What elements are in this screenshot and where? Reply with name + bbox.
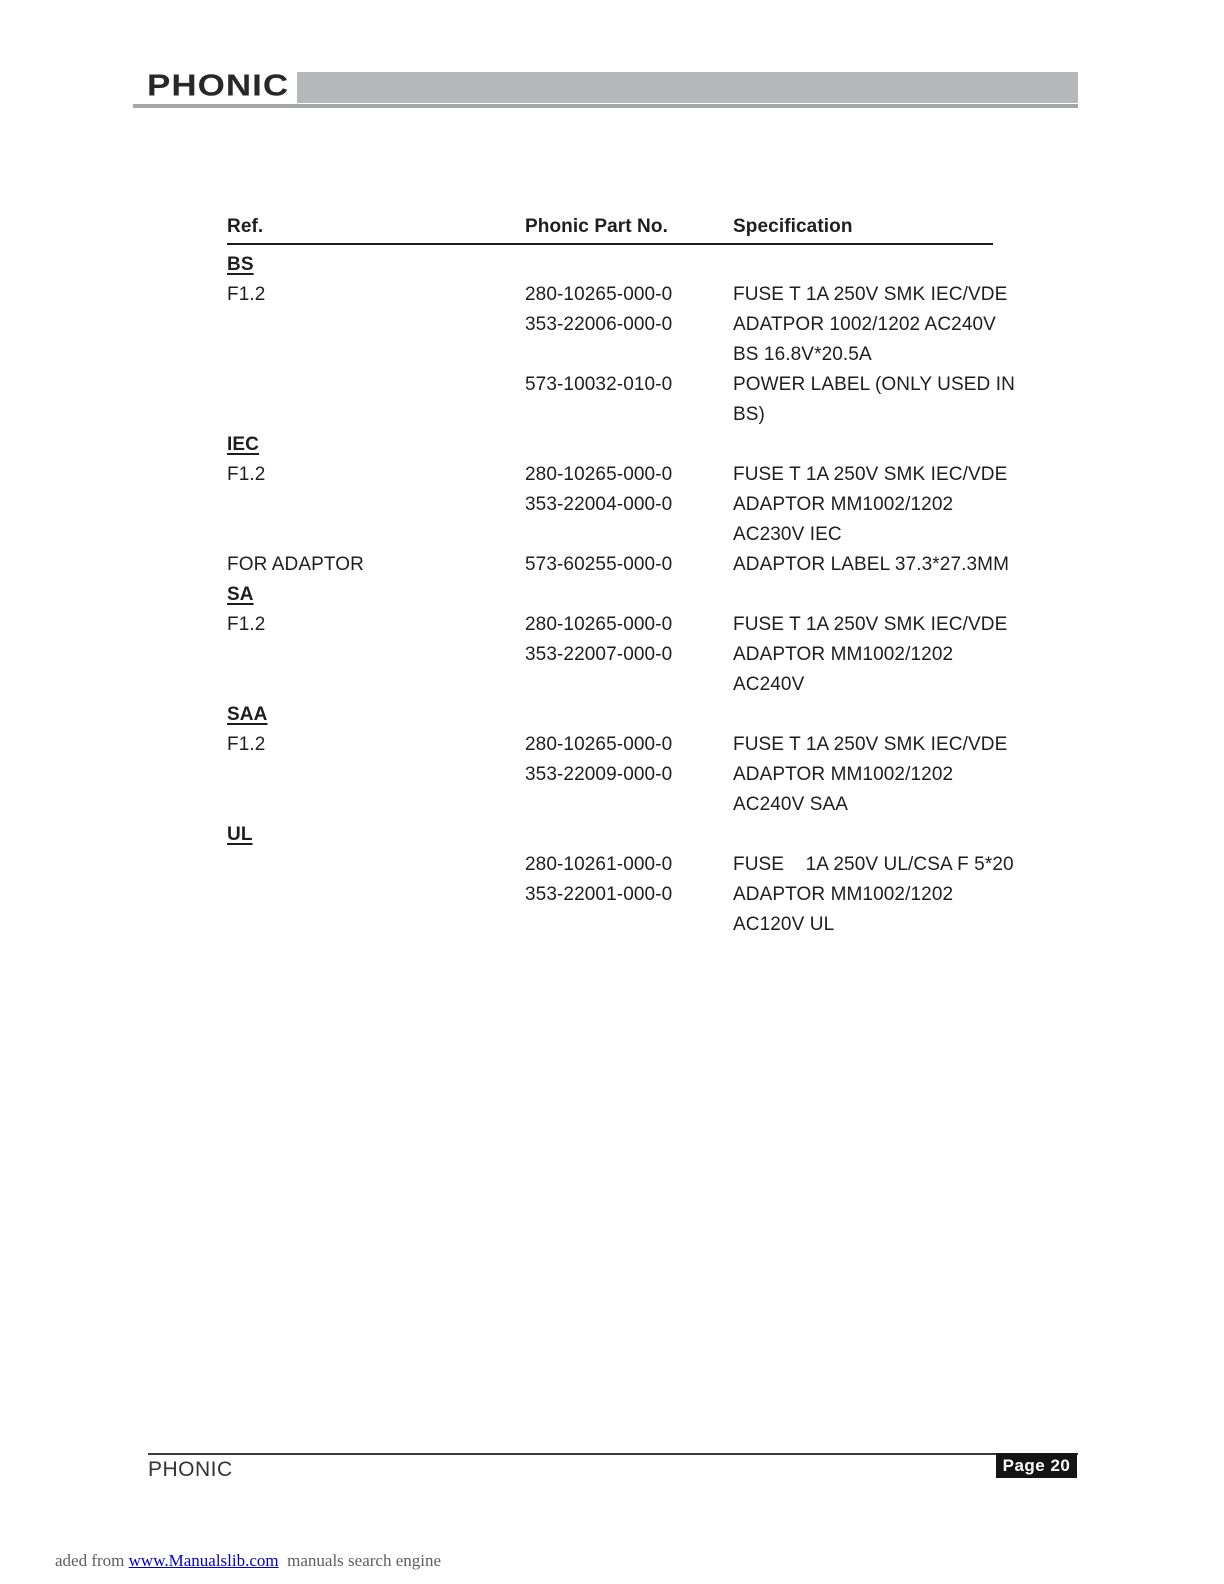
- ref-cell: F1.2: [227, 284, 266, 305]
- table-row: [227, 910, 993, 940]
- part-no-cell: 353-22009-000-0: [525, 764, 673, 785]
- spec-cell: ADAPTOR MM1002/1202: [733, 884, 954, 905]
- spec-cell: ADAPTOR LABEL 37.3*27.3MM: [733, 554, 1010, 575]
- ref-cell: FOR ADAPTOR: [227, 554, 364, 575]
- section-header-label: BS: [227, 254, 254, 275]
- table-row: [227, 610, 1008, 640]
- section-header-row: [227, 820, 993, 850]
- ref-cell: F1.2: [227, 614, 266, 635]
- spec-cell: ADAPTOR MM1002/1202: [733, 494, 954, 515]
- part-no-cell: 280-10265-000-0: [525, 614, 673, 635]
- table-body: [227, 245, 1015, 940]
- spec-cell: FUSE T 1A 250V SMK IEC/VDE: [733, 464, 1008, 485]
- section-header-row: [227, 250, 993, 280]
- spec-cell: FUSE T 1A 250V SMK IEC/VDE: [733, 284, 1008, 305]
- table-row: [227, 550, 1010, 580]
- table-row: [227, 310, 996, 340]
- header-underline: [133, 104, 1078, 108]
- spec-cell: ADAPTOR MM1002/1202: [733, 644, 954, 665]
- table-row: [227, 280, 1008, 310]
- table-row: [227, 790, 993, 820]
- part-no-cell: 353-22007-000-0: [525, 644, 673, 665]
- spec-cell: AC240V SAA: [733, 794, 849, 815]
- ref-cell: F1.2: [227, 464, 266, 485]
- table-row: [227, 670, 993, 700]
- watermark-suffix: manuals search engine: [278, 1551, 442, 1570]
- part-no-cell: 573-10032-010-0: [525, 374, 673, 395]
- manualslib-watermark: [55, 1551, 441, 1571]
- spec-cell: FUSE 1A 250V UL/CSA F 5*20: [733, 854, 1014, 875]
- part-no-cell: 353-22006-000-0: [525, 314, 673, 335]
- manualslib-link[interactable]: www.Manualslib.com: [128, 1551, 279, 1570]
- section-header-label: UL: [227, 824, 253, 845]
- table-row: [227, 640, 993, 670]
- spec-cell: BS): [733, 404, 765, 425]
- section-header-label: SAA: [227, 704, 268, 725]
- spec-cell: FUSE T 1A 250V SMK IEC/VDE: [733, 734, 1008, 755]
- watermark-prefix: aded from: [55, 1551, 129, 1570]
- part-no-cell: 280-10261-000-0: [525, 854, 673, 875]
- spec-cell: AC240V: [733, 674, 805, 695]
- table-row: [227, 370, 1015, 400]
- section-header-row: [227, 580, 993, 610]
- part-no-cell: 353-22004-000-0: [525, 494, 673, 515]
- table-row: [227, 730, 1008, 760]
- spec-cell: AC230V IEC: [733, 524, 842, 545]
- footer-divider: [148, 1453, 1078, 1455]
- table-row: [227, 400, 993, 430]
- spec-cell: ADATPOR 1002/1202 AC240V: [733, 314, 996, 335]
- spec-cell: FUSE T 1A 250V SMK IEC/VDE: [733, 614, 1008, 635]
- part-no-cell: 280-10265-000-0: [525, 284, 673, 305]
- phonic-logo: PHONIC: [147, 68, 290, 103]
- section-header-label: SA: [227, 584, 254, 605]
- part-no-cell: 280-10265-000-0: [525, 734, 673, 755]
- page-number-badge: Page 20: [996, 1453, 1077, 1478]
- section-header-row: [227, 430, 993, 460]
- header-bar: [297, 72, 1078, 103]
- table-row: [227, 520, 993, 550]
- table-row: [227, 460, 1008, 490]
- parts-table: [227, 216, 1015, 940]
- table-row: [227, 850, 1014, 880]
- column-header-part-no: Phonic Part No.: [525, 216, 668, 237]
- table-header-row: [227, 216, 993, 245]
- column-header-ref: Ref.: [227, 216, 264, 237]
- column-header-specification: Specification: [733, 216, 853, 237]
- spec-cell: POWER LABEL (ONLY USED IN: [733, 374, 1015, 395]
- section-header-row: [227, 700, 993, 730]
- spec-cell: AC120V UL: [733, 914, 835, 935]
- part-no-cell: 280-10265-000-0: [525, 464, 673, 485]
- table-row: [227, 760, 993, 790]
- part-no-cell: 573-60255-000-0: [525, 554, 673, 575]
- table-row: [227, 340, 993, 370]
- table-row: [227, 880, 993, 910]
- spec-cell: ADAPTOR MM1002/1202: [733, 764, 954, 785]
- ref-cell: F1.2: [227, 734, 266, 755]
- spec-cell: BS 16.8V*20.5A: [733, 344, 872, 365]
- footer-brand: PHONIC: [148, 1458, 233, 1481]
- table-row: [227, 490, 993, 520]
- part-no-cell: 353-22001-000-0: [525, 884, 673, 905]
- section-header-label: IEC: [227, 434, 259, 455]
